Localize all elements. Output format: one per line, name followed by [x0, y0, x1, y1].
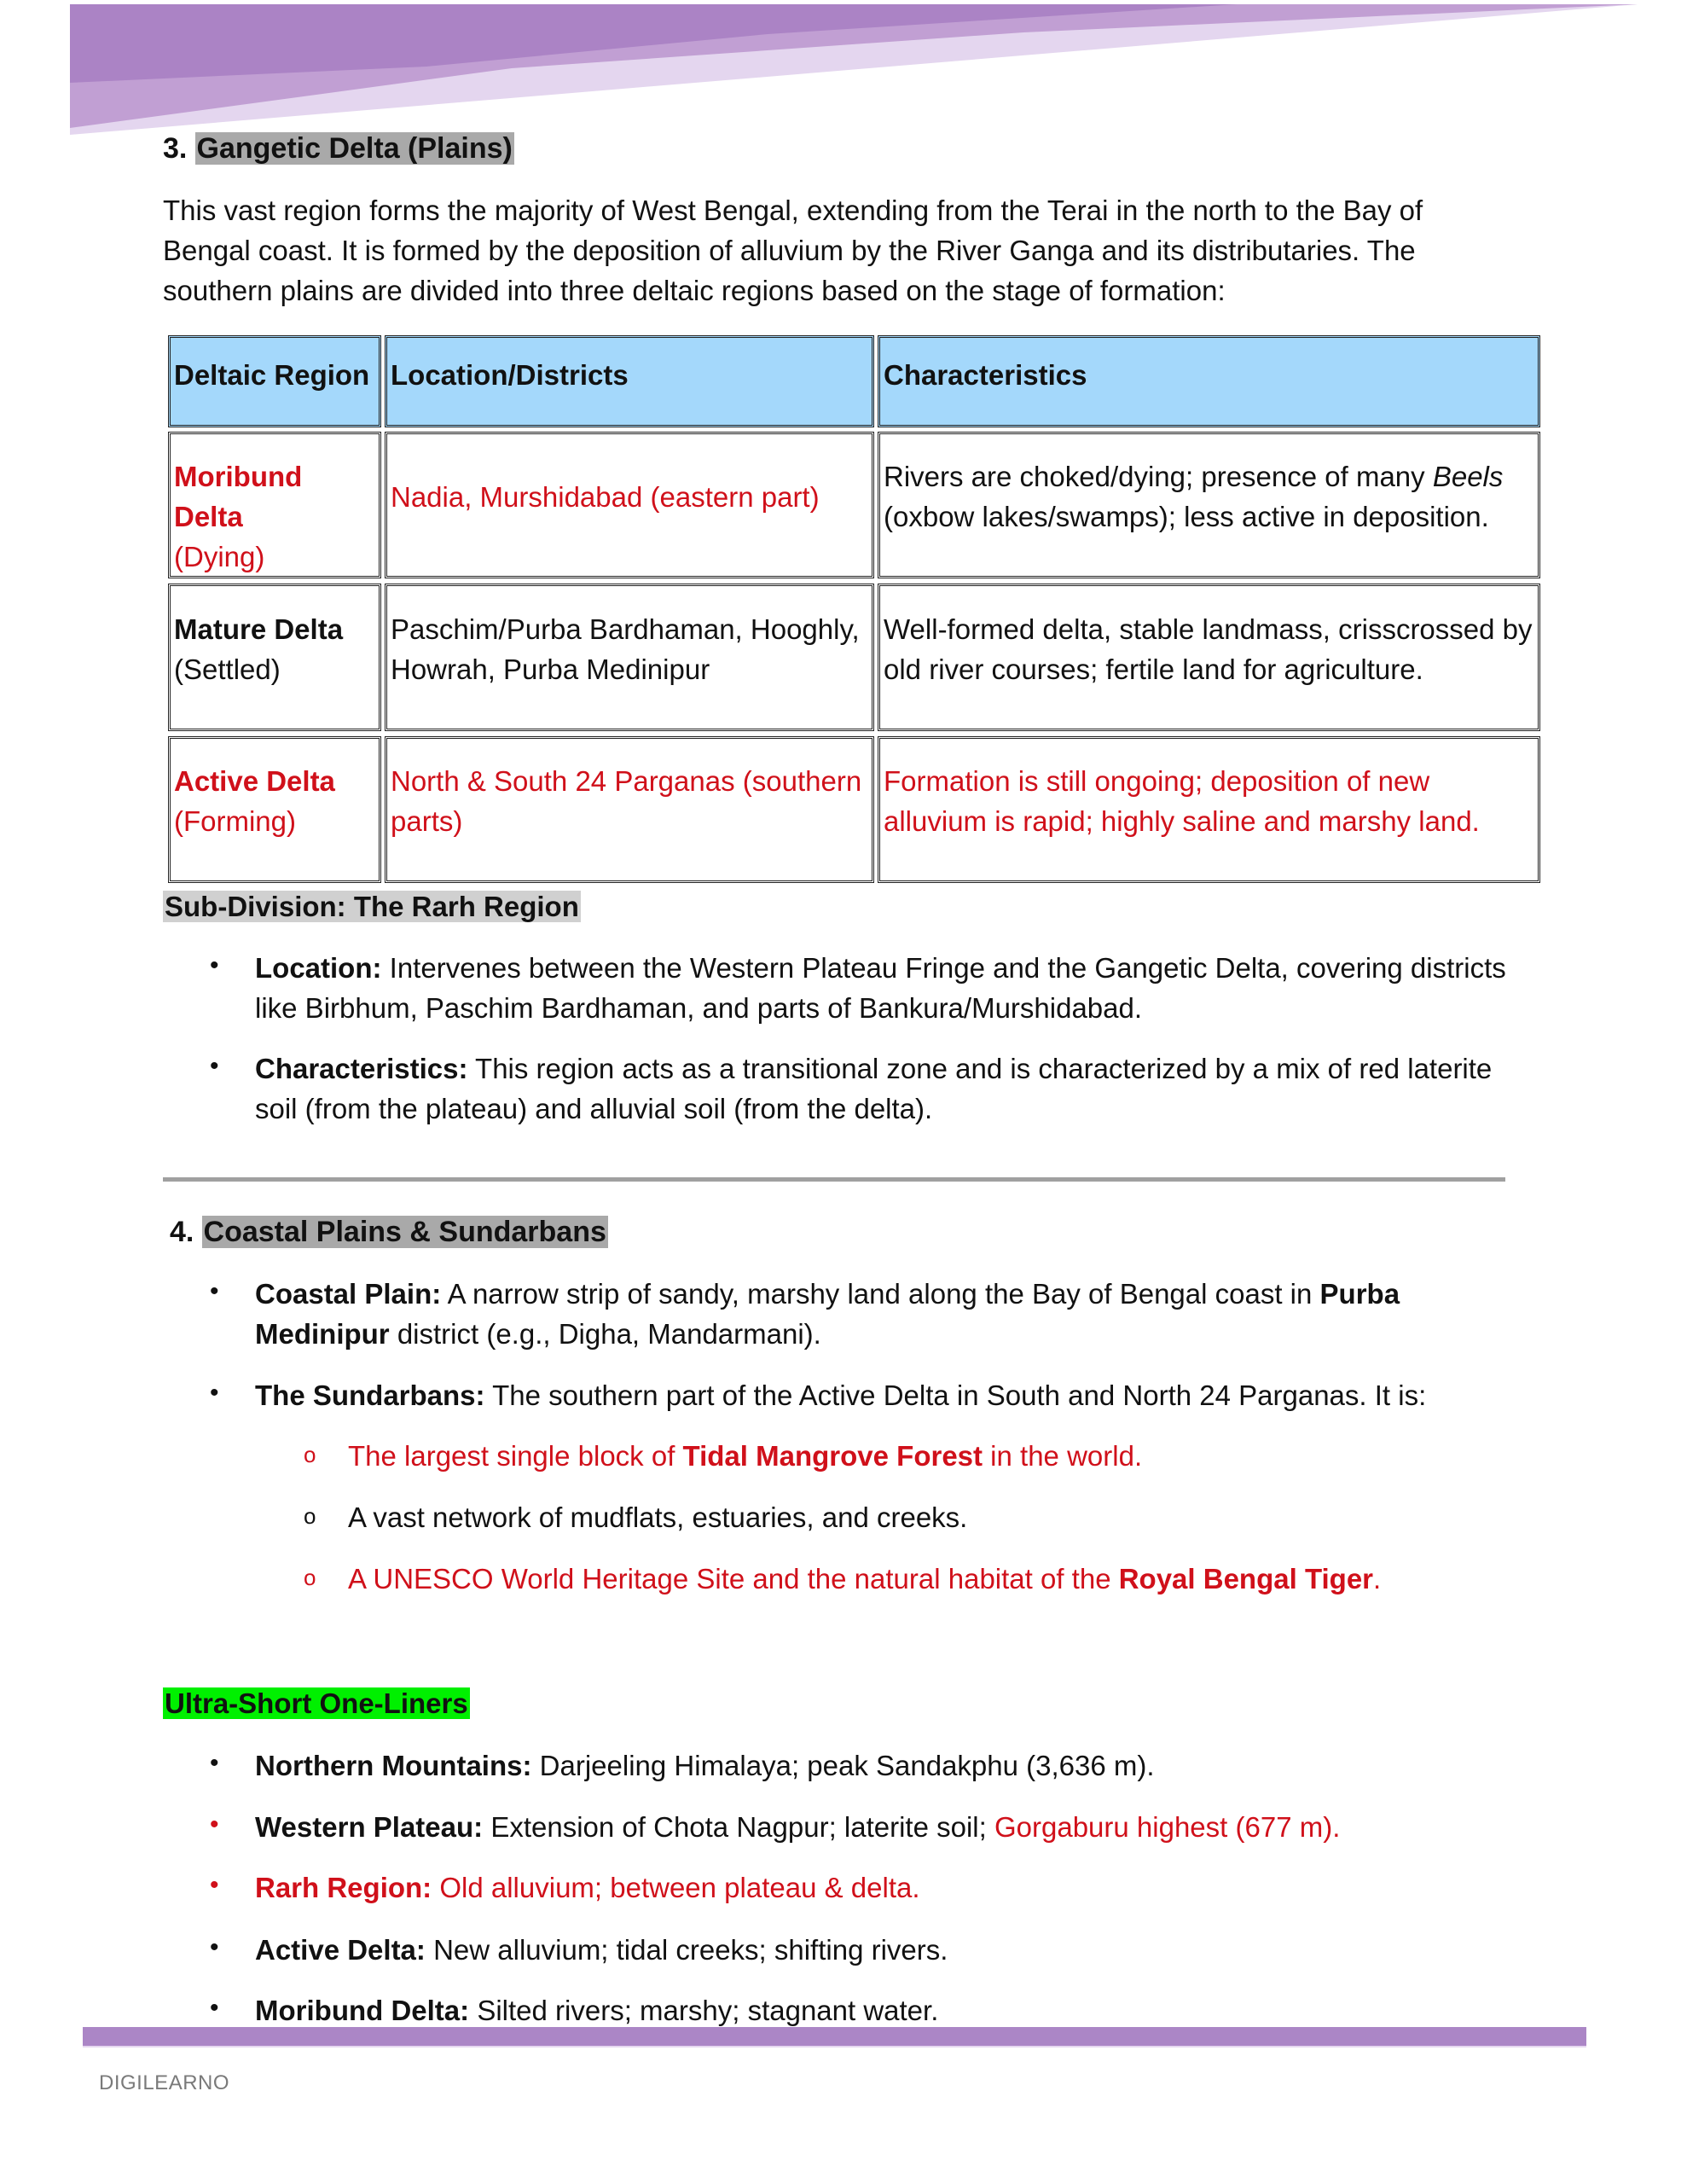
characteristics-line: Formation is still ongoing; deposition of new — [884, 765, 1430, 797]
table-row-active-location — [385, 736, 874, 883]
table-row-moribund-characteristics — [878, 432, 1540, 578]
sundarbans-subitem — [348, 1559, 1381, 1599]
item-text: soil (from the plateau) and alluvial soil (from the delta). — [255, 1093, 933, 1124]
region-subtitle: (Forming) — [174, 805, 297, 837]
item-label: Rarh Region: — [255, 1872, 432, 1903]
coastal-plain-item — [255, 1274, 1400, 1354]
item-text: Silted rivers; marshy; stagnant water. — [469, 1995, 939, 2026]
table-header-region: Deltaic Region — [168, 335, 381, 427]
region-subtitle: (Settled) — [174, 653, 281, 685]
table-row-moribund-region — [168, 432, 381, 578]
item-text: district (e.g., Digha, Mandarmani). — [389, 1318, 821, 1350]
section-3-title: Gangetic Delta (Plains) — [196, 132, 513, 165]
section-3-number: 3. — [163, 132, 188, 165]
sundarbans-subitem — [348, 1497, 967, 1537]
subitem-text: . — [1373, 1563, 1382, 1594]
location-line: North & South 24 Parganas (southern — [391, 765, 862, 797]
item-label: The Sundarbans: — [255, 1380, 485, 1411]
sundarbans-item — [255, 1375, 1426, 1415]
bullet-icon: • — [210, 1933, 219, 1961]
section-divider — [163, 1177, 1505, 1182]
item-text: Darjeeling Himalaya; peak Sandakphu (3,636 m). — [531, 1750, 1155, 1781]
item-text: A narrow strip of sandy, marshy land along the Bay of Bengal coast in — [441, 1278, 1320, 1310]
item-label: Characteristics: — [255, 1053, 468, 1084]
item-label: Northern Mountains: — [255, 1750, 532, 1781]
item-label: Western Plateau: — [255, 1811, 484, 1843]
region-subtitle: (Dying) — [174, 541, 265, 572]
one-liners-heading — [163, 1683, 470, 1723]
item-label: Active Delta: — [255, 1934, 426, 1966]
location-line: Paschim/Purba Bardhaman, Hooghly, — [391, 613, 860, 645]
item-label: Moribund Delta: — [255, 1995, 470, 2026]
characteristics-line: Well-formed delta, stable landmass, crisscrossed by — [884, 613, 1533, 645]
location-line: Howrah, Purba Medinipur — [391, 653, 710, 685]
item-text: New alluvium; tidal creeks; shifting rivers. — [425, 1934, 948, 1966]
intro-line: southern plains are divided into three deltaic regions based on the stage of formation: — [163, 275, 1226, 306]
beels-term: Beels — [1432, 461, 1504, 492]
item-red-text: Old alluvium; between plateau & delta. — [432, 1872, 920, 1903]
region-name: Active Delta — [174, 765, 335, 797]
table-row-mature-location — [385, 584, 874, 731]
item-text: Extension of Chota Nagpur; laterite soil; — [483, 1811, 994, 1843]
subitem-text: A UNESCO World Heritage Site and the natural habitat of the — [348, 1563, 1119, 1594]
circle-bullet-icon: o — [304, 1565, 316, 1590]
intro-line: This vast region forms the majority of West Bengal, extending from the Terai in the north to the Bay of — [163, 195, 1423, 226]
one-liner-item — [255, 1807, 1340, 1847]
footer-brand: DIGILEARNO — [99, 2071, 230, 2094]
table-row-mature-region — [168, 584, 381, 731]
item-red-text: Gorgaburu highest (677 m). — [994, 1811, 1341, 1843]
one-liner-item — [255, 1867, 920, 1908]
rarh-location-item — [255, 948, 1506, 1028]
bullet-icon: • — [210, 1052, 219, 1080]
subitem-text: A vast network of mudflats, estuaries, and creeks. — [348, 1502, 968, 1533]
one-liner-item — [255, 1745, 1155, 1786]
table-row-mature-characteristics — [878, 584, 1540, 731]
bullet-icon: • — [210, 1277, 219, 1305]
section-3-intro — [163, 190, 1423, 311]
circle-bullet-icon: o — [304, 1503, 316, 1529]
characteristics-line: alluvium is rapid; highly saline and marshy land. — [884, 805, 1480, 837]
region-name: Moribund Delta — [174, 461, 303, 532]
one-liner-item — [255, 1990, 938, 2030]
section-4-title: Coastal Plains & Sundarbans — [203, 1216, 606, 1248]
bullet-icon: • — [210, 1749, 219, 1777]
item-label: Location: — [255, 952, 382, 984]
footer-bar — [83, 2027, 1586, 2048]
region-name: Mature Delta — [174, 613, 344, 645]
item-bold-text: Medinipur — [255, 1318, 390, 1350]
bullet-icon: • — [210, 951, 219, 979]
characteristics-line: (oxbow lakes/swamps); less active in deposition. — [884, 501, 1489, 532]
subitem-text: The largest single block of — [348, 1440, 683, 1472]
header-decoration — [0, 0, 1687, 145]
rarh-characteristics-item — [255, 1048, 1492, 1129]
subitem-bold-text: Royal Bengal Tiger — [1118, 1563, 1374, 1594]
characteristics-text: Rivers are choked/dying; presence of many — [884, 461, 1433, 492]
subdivision-heading — [163, 886, 581, 926]
table-row-moribund-location — [385, 432, 874, 578]
bullet-icon: • — [210, 1379, 219, 1407]
subitem-text: in the world. — [983, 1440, 1143, 1472]
subitem-bold-text: Tidal Mangrove Forest — [682, 1440, 983, 1472]
section-4-heading — [170, 1211, 608, 1252]
item-text: The southern part of the Active Delta in South and North 24 Parganas. It is: — [484, 1380, 1427, 1411]
characteristics-line — [884, 456, 1534, 497]
intro-line: Bengal coast. It is formed by the deposition of alluvium by the River Ganga and its distributaries. The — [163, 235, 1416, 266]
table-row-active-region — [168, 736, 381, 883]
section-3-heading — [163, 128, 514, 169]
one-liner-item — [255, 1930, 948, 1970]
table-header-characteristics: Characteristics — [878, 335, 1540, 427]
item-label: Coastal Plain: — [255, 1278, 442, 1310]
item-bold-text: Purba — [1319, 1278, 1400, 1310]
section-4-number: 4. — [170, 1216, 194, 1248]
item-text: Intervenes between the Western Plateau Fringe and the Gangetic Delta, covering districts — [389, 952, 1506, 984]
table-header-location: Location/Districts — [385, 335, 874, 427]
characteristics-line: old river courses; fertile land for agriculture. — [884, 653, 1423, 685]
sundarbans-subitem — [348, 1436, 1142, 1476]
location-line: Nadia, Murshidabad (eastern part) — [391, 481, 820, 513]
item-text: like Birbhum, Paschim Bardhaman, and parts of Bankura/Murshidabad. — [255, 992, 1143, 1024]
subdivision-title: Sub-Division: The Rarh Region — [165, 891, 579, 922]
bullet-icon: • — [210, 1994, 219, 2022]
item-text: This region acts as a transitional zone and is characterized by a mix of red laterite — [475, 1053, 1493, 1084]
one-liners-title: Ultra-Short One-Liners — [165, 1687, 468, 1719]
bullet-icon: • — [210, 1810, 219, 1838]
location-line: parts) — [391, 805, 463, 837]
table-row-active-characteristics — [878, 736, 1540, 883]
circle-bullet-icon: o — [304, 1442, 316, 1467]
bullet-icon: • — [210, 1871, 219, 1899]
